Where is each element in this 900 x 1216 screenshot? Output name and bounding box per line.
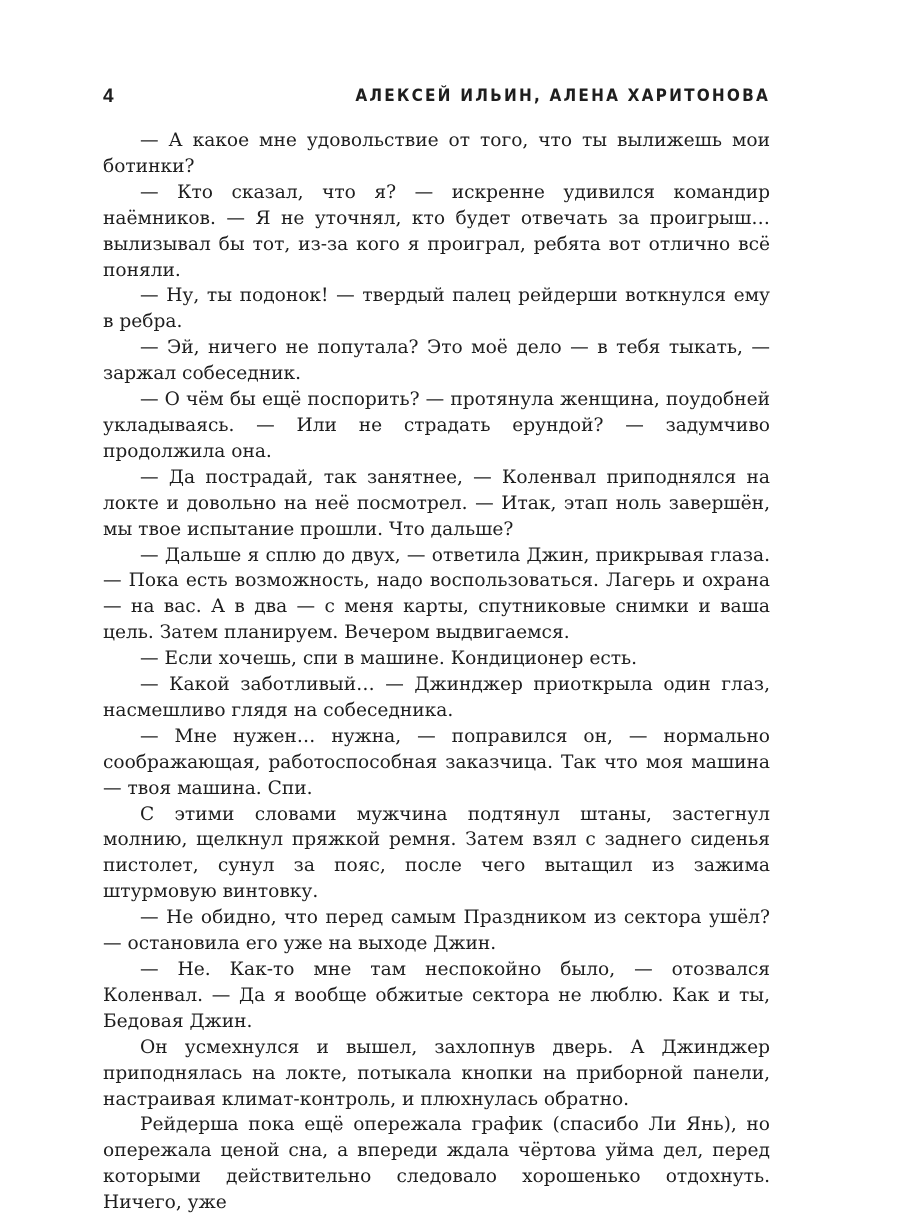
paragraph: — Мне нужен… нужна, — поправился он, — нормально соображающая, работоспособная заказчица. Так что моя машина — твоя машина. Спи.: [103, 725, 770, 799]
paragraph: — Да пострадай, так занятнее, — Коленвал приподнялся на локте и довольно на неё посмотрел. — Итак, этап ноль завершён, мы твое испытание прошли. Что дальше?: [103, 466, 770, 540]
running-head-authors: АЛЕКСЕЙ ИЛЬИН, АЛЕНА ХАРИТОНОВА: [355, 86, 770, 106]
page-number: 4: [103, 86, 115, 107]
paragraph: — Не обидно, что перед самым Праздником из сектора ушёл? — остановила его уже на выходе Джин.: [103, 907, 770, 955]
body-text: [103, 128, 770, 1216]
paragraph: — Эй, ничего не попутала? Это моё дело — в тебя тыкать, — заржал собеседник.: [103, 337, 770, 385]
paragraph: — А какое мне удовольствие от того, что ты вылижешь мои ботинки?: [103, 130, 770, 177]
paragraph: — Кто сказал, что я? — искренне удивился командир наёмников. — Я не уточнял, кто будет отвечать за проигрыш… вылизывал бы тот, из-за кого я проиграл, ребята вот отлично всё поняли.: [103, 181, 770, 281]
paragraph: Рейдерша пока ещё опережала график (спасибо Ли Янь), но опережала ценой сна, а впереди ждала чёртова уйма дел, перед которыми действительно следовало хорошенько отдохнуть. Ничего, уже: [103, 1114, 770, 1214]
paragraph: Он усмехнулся и вышел, захлопнув дверь. А Джинджер приподнялась на локте, потыкала кнопки на приборной панели, настраивая климат-контроль, и плюхнулась обратно.: [103, 1036, 770, 1110]
paragraph: — Ну, ты подонок! — твердый палец рейдерши воткнулся ему в ребра.: [103, 285, 770, 333]
paragraph: — О чём бы ещё поспорить? — протянула женщина, поудобней укладываясь. — Или не страдать ерундой? — задумчиво продолжила она.: [103, 389, 770, 462]
paragraph: — Дальше я сплю до двух, — ответила Джин, прикрывая глаза. — Пока есть возможность, надо воспользоваться. Лагерь и охрана — на вас. А в два — с меня карты, спутниковые снимки и ваша цель. Затем планируем. Вечером выдвигаемся.: [103, 544, 770, 644]
paragraph: — Не. Как-то мне там неспокойно было, — отозвался Коленвал. — Да я вообще обжитые сектора не люблю. Как и ты, Бедовая Джин.: [103, 959, 770, 1032]
paragraph: С этими словами мужчина подтянул штаны, застегнул молнию, щелкнул пряжкой ремня. Затем взял с заднего сиденья пистолет, сунул за пояс, после чего вытащил из зажима штурмовую винтовку.: [103, 803, 770, 903]
paragraph: — Если хочешь, спи в машине. Кондиционер есть.: [140, 648, 638, 670]
paragraph: — Какой заботливый… — Джинджер приоткрыла один глаз, насмешливо глядя на собеседника.: [103, 674, 770, 721]
